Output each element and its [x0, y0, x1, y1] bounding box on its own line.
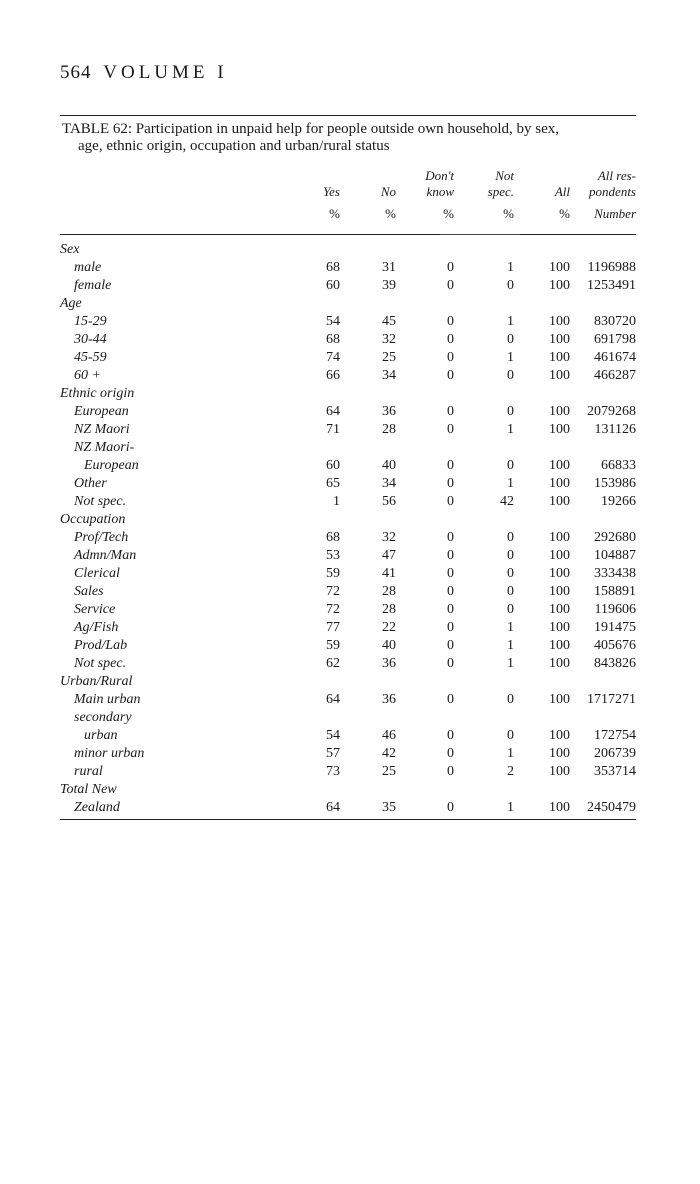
- row-value: 66: [326, 368, 340, 383]
- row-label: male: [74, 260, 102, 275]
- row-value: 68: [326, 332, 340, 347]
- table-row: [60, 421, 636, 439]
- row-value: 54: [326, 314, 340, 329]
- row-value: 405676: [594, 638, 636, 653]
- row-value: 74: [326, 350, 340, 365]
- row-value: 843826: [594, 656, 636, 671]
- row-value: 1: [507, 350, 514, 365]
- row-value: 1: [507, 620, 514, 635]
- table-row: [60, 691, 636, 709]
- row-value: 172754: [594, 728, 636, 743]
- table-body: [60, 241, 636, 817]
- header-spec: spec.: [487, 184, 514, 199]
- row-value: 100: [549, 314, 570, 329]
- row-value: 1253491: [587, 278, 636, 293]
- row-value: 0: [507, 458, 514, 473]
- row-value: 72: [326, 602, 340, 617]
- row-value: 41: [382, 566, 396, 581]
- caption-line-2: age, ethnic origin, occupation and urban/rural status: [78, 138, 390, 154]
- table-row: [60, 259, 636, 277]
- caption-line-1: TABLE 62: Participation in unpaid help for people outside own household, by sex,: [62, 121, 560, 137]
- table-row: [60, 529, 636, 547]
- row-value: 36: [382, 404, 396, 419]
- header-unit-no: %: [385, 206, 396, 221]
- table-group-row: [60, 709, 636, 727]
- row-value: 0: [447, 620, 454, 635]
- row-value: 28: [382, 422, 396, 437]
- row-value: 53: [326, 548, 340, 563]
- header-unit-yes: %: [329, 206, 340, 221]
- row-value: 0: [507, 368, 514, 383]
- row-value: 68: [326, 260, 340, 275]
- data-table: [60, 168, 636, 820]
- row-value: 119606: [594, 602, 636, 617]
- row-value: 100: [549, 530, 570, 545]
- table-row: [60, 367, 636, 385]
- row-value: 1: [507, 800, 514, 815]
- header-not: Not: [495, 168, 514, 183]
- row-value: 1: [507, 638, 514, 653]
- row-value: 100: [549, 494, 570, 509]
- row-value: 100: [549, 404, 570, 419]
- row-label: Admn/Man: [74, 548, 137, 563]
- row-value: 153986: [594, 476, 636, 491]
- table-row: [60, 403, 636, 421]
- header-dont: Don't: [425, 168, 454, 183]
- table-row: [60, 745, 636, 763]
- row-value: 32: [382, 530, 396, 545]
- row-value: 191475: [594, 620, 636, 635]
- row-value: 47: [382, 548, 396, 563]
- row-value: 104887: [594, 548, 636, 563]
- row-value: 206739: [594, 746, 636, 761]
- row-value: 60: [326, 458, 340, 473]
- row-value: 0: [507, 602, 514, 617]
- row-value: 28: [382, 584, 396, 599]
- row-value: 466287: [594, 368, 636, 383]
- row-label: Clerical: [74, 566, 120, 581]
- row-value: 1: [507, 656, 514, 671]
- row-value: 100: [549, 746, 570, 761]
- row-value: 0: [507, 332, 514, 347]
- row-label: Not spec.: [74, 656, 127, 671]
- row-label: 45-59: [74, 350, 107, 365]
- row-label: Main urban: [74, 692, 141, 707]
- row-value: 1: [333, 494, 340, 509]
- row-value: 353714: [594, 764, 636, 779]
- page-header: [60, 62, 228, 84]
- row-value: 72: [326, 584, 340, 599]
- row-value: 333438: [594, 566, 636, 581]
- header-row-2: [60, 184, 636, 200]
- row-value: 0: [447, 656, 454, 671]
- table-group-row: [60, 439, 636, 457]
- row-label: Zealand: [74, 800, 120, 815]
- row-label: Urban/Rural: [60, 674, 133, 689]
- row-value: 25: [382, 764, 396, 779]
- row-value: 64: [326, 692, 340, 707]
- row-value: 77: [326, 620, 340, 635]
- row-value: 0: [447, 422, 454, 437]
- row-label: 60 +: [74, 368, 101, 383]
- row-value: 0: [447, 638, 454, 653]
- row-value: 100: [549, 278, 570, 293]
- row-value: 0: [447, 800, 454, 815]
- header-know: know: [426, 184, 454, 199]
- row-value: 64: [326, 800, 340, 815]
- row-value: 100: [549, 260, 570, 275]
- row-value: 59: [326, 638, 340, 653]
- row-value: 64: [326, 404, 340, 419]
- row-value: 28: [382, 602, 396, 617]
- row-label: Prod/Lab: [74, 638, 128, 653]
- row-label: Service: [74, 602, 116, 617]
- table-group-row: [60, 385, 636, 403]
- table-row: [60, 727, 636, 745]
- row-value: 0: [507, 548, 514, 563]
- row-value: 71: [326, 422, 340, 437]
- row-value: 100: [549, 458, 570, 473]
- row-value: 0: [447, 602, 454, 617]
- row-label: 30-44: [74, 332, 107, 347]
- row-value: 0: [447, 314, 454, 329]
- table-row: [60, 799, 636, 817]
- row-value: 40: [382, 638, 396, 653]
- row-value: 40: [382, 458, 396, 473]
- row-label: NZ Maori: [74, 422, 130, 437]
- row-value: 1196988: [587, 260, 636, 275]
- table-row: [60, 619, 636, 637]
- row-value: 42: [382, 746, 396, 761]
- table-row: [60, 475, 636, 493]
- row-value: 2450479: [587, 800, 636, 815]
- row-value: 42: [500, 494, 514, 509]
- row-value: 2: [507, 764, 514, 779]
- row-value: 100: [549, 548, 570, 563]
- row-value: 100: [549, 602, 570, 617]
- row-value: 292680: [594, 530, 636, 545]
- table-row: [60, 583, 636, 601]
- row-value: 0: [447, 332, 454, 347]
- table-caption: [62, 121, 642, 155]
- row-value: 0: [447, 692, 454, 707]
- row-label: Ethnic origin: [60, 386, 135, 401]
- row-value: 0: [447, 350, 454, 365]
- row-value: 0: [447, 404, 454, 419]
- header-unit-number: Number: [594, 206, 636, 221]
- row-label: European: [74, 404, 129, 419]
- header-rule: [60, 234, 636, 235]
- table-row: [60, 637, 636, 655]
- table-row: [60, 493, 636, 511]
- row-value: 100: [549, 584, 570, 599]
- row-value: 0: [447, 476, 454, 491]
- table-row: [60, 331, 636, 349]
- row-label: urban: [84, 728, 118, 743]
- row-value: 0: [507, 278, 514, 293]
- row-value: 100: [549, 638, 570, 653]
- row-label: Age: [60, 296, 82, 311]
- row-value: 1: [507, 476, 514, 491]
- row-value: 34: [382, 476, 396, 491]
- row-value: 66833: [601, 458, 636, 473]
- row-value: 0: [447, 584, 454, 599]
- header-row-3: [60, 206, 636, 222]
- row-value: 62: [326, 656, 340, 671]
- row-value: 1: [507, 314, 514, 329]
- row-label: Sex: [60, 242, 80, 257]
- page-number: 564: [60, 62, 92, 83]
- row-label: 15-29: [74, 314, 107, 329]
- row-value: 2079268: [587, 404, 636, 419]
- row-value: 0: [507, 530, 514, 545]
- row-label: Not spec.: [74, 494, 127, 509]
- row-label: secondary: [74, 710, 132, 725]
- row-label: Ag/Fish: [74, 620, 119, 635]
- row-value: 36: [382, 656, 396, 671]
- row-label: European: [84, 458, 139, 473]
- row-value: 0: [507, 404, 514, 419]
- row-value: 59: [326, 566, 340, 581]
- row-value: 46: [382, 728, 396, 743]
- row-value: 1717271: [587, 692, 636, 707]
- row-label: Total New: [60, 782, 117, 797]
- bottom-rule: [60, 819, 636, 820]
- row-value: 1: [507, 260, 514, 275]
- row-value: 100: [549, 422, 570, 437]
- row-value: 0: [447, 260, 454, 275]
- row-value: 830720: [594, 314, 636, 329]
- row-label: female: [74, 278, 112, 293]
- header-yes: Yes: [323, 184, 340, 199]
- row-value: 691798: [594, 332, 636, 347]
- table-row: [60, 565, 636, 583]
- row-value: 39: [382, 278, 396, 293]
- row-label: NZ Maori-: [74, 440, 135, 455]
- row-value: 100: [549, 656, 570, 671]
- row-value: 68: [326, 530, 340, 545]
- header-row-1: [60, 168, 636, 184]
- row-value: 100: [549, 728, 570, 743]
- volume-label: VOLUME I: [103, 62, 228, 83]
- header-unit-all: %: [559, 206, 570, 221]
- table-row: [60, 277, 636, 295]
- row-value: 32: [382, 332, 396, 347]
- table-row: [60, 655, 636, 673]
- row-value: 1: [507, 746, 514, 761]
- row-value: 158891: [594, 584, 636, 599]
- header-all: All: [554, 184, 570, 199]
- header-unit-dont: %: [443, 206, 454, 221]
- header-pondents: pondents: [589, 184, 636, 199]
- row-value: 1: [507, 422, 514, 437]
- row-value: 65: [326, 476, 340, 491]
- row-value: 0: [447, 368, 454, 383]
- row-value: 0: [447, 278, 454, 293]
- row-value: 0: [507, 728, 514, 743]
- table-group-row: [60, 295, 636, 313]
- row-value: 45: [382, 314, 396, 329]
- row-value: 0: [447, 764, 454, 779]
- row-value: 100: [549, 800, 570, 815]
- row-label: Sales: [74, 584, 104, 599]
- row-label: Prof/Tech: [74, 530, 129, 545]
- row-value: 22: [382, 620, 396, 635]
- table-row: [60, 349, 636, 367]
- top-rule: [60, 115, 636, 116]
- row-value: 100: [549, 566, 570, 581]
- row-value: 100: [549, 368, 570, 383]
- row-value: 57: [326, 746, 340, 761]
- row-label: Occupation: [60, 512, 126, 527]
- table-row: [60, 601, 636, 619]
- table-group-row: [60, 673, 636, 691]
- header-unit-not: %: [503, 206, 514, 221]
- row-value: 461674: [594, 350, 636, 365]
- row-value: 131126: [594, 422, 636, 437]
- row-value: 0: [507, 566, 514, 581]
- table-row: [60, 313, 636, 331]
- row-value: 0: [447, 548, 454, 563]
- table-row: [60, 457, 636, 475]
- row-value: 100: [549, 764, 570, 779]
- table-row: [60, 763, 636, 781]
- row-label: minor urban: [74, 746, 145, 761]
- row-value: 31: [382, 260, 396, 275]
- row-label: rural: [74, 764, 103, 779]
- table-group-row: [60, 511, 636, 529]
- row-value: 0: [447, 494, 454, 509]
- row-value: 54: [326, 728, 340, 743]
- row-value: 0: [447, 566, 454, 581]
- header-allres: All res-: [597, 168, 636, 183]
- row-value: 25: [382, 350, 396, 365]
- row-value: 35: [382, 800, 396, 815]
- table-row: [60, 547, 636, 565]
- header-rule-short: [440, 234, 520, 235]
- row-value: 0: [447, 728, 454, 743]
- row-value: 34: [382, 368, 396, 383]
- table-group-row: [60, 241, 636, 259]
- row-value: 0: [507, 692, 514, 707]
- row-value: 19266: [601, 494, 636, 509]
- row-value: 100: [549, 620, 570, 635]
- row-label: Other: [74, 476, 107, 491]
- row-value: 100: [549, 476, 570, 491]
- header-no: No: [380, 184, 396, 199]
- row-value: 0: [507, 584, 514, 599]
- row-value: 100: [549, 350, 570, 365]
- row-value: 0: [447, 746, 454, 761]
- row-value: 73: [326, 764, 340, 779]
- row-value: 0: [447, 530, 454, 545]
- row-value: 0: [447, 458, 454, 473]
- row-value: 56: [382, 494, 396, 509]
- row-value: 100: [549, 692, 570, 707]
- table-group-row: [60, 781, 636, 799]
- row-value: 60: [326, 278, 340, 293]
- row-value: 100: [549, 332, 570, 347]
- row-value: 36: [382, 692, 396, 707]
